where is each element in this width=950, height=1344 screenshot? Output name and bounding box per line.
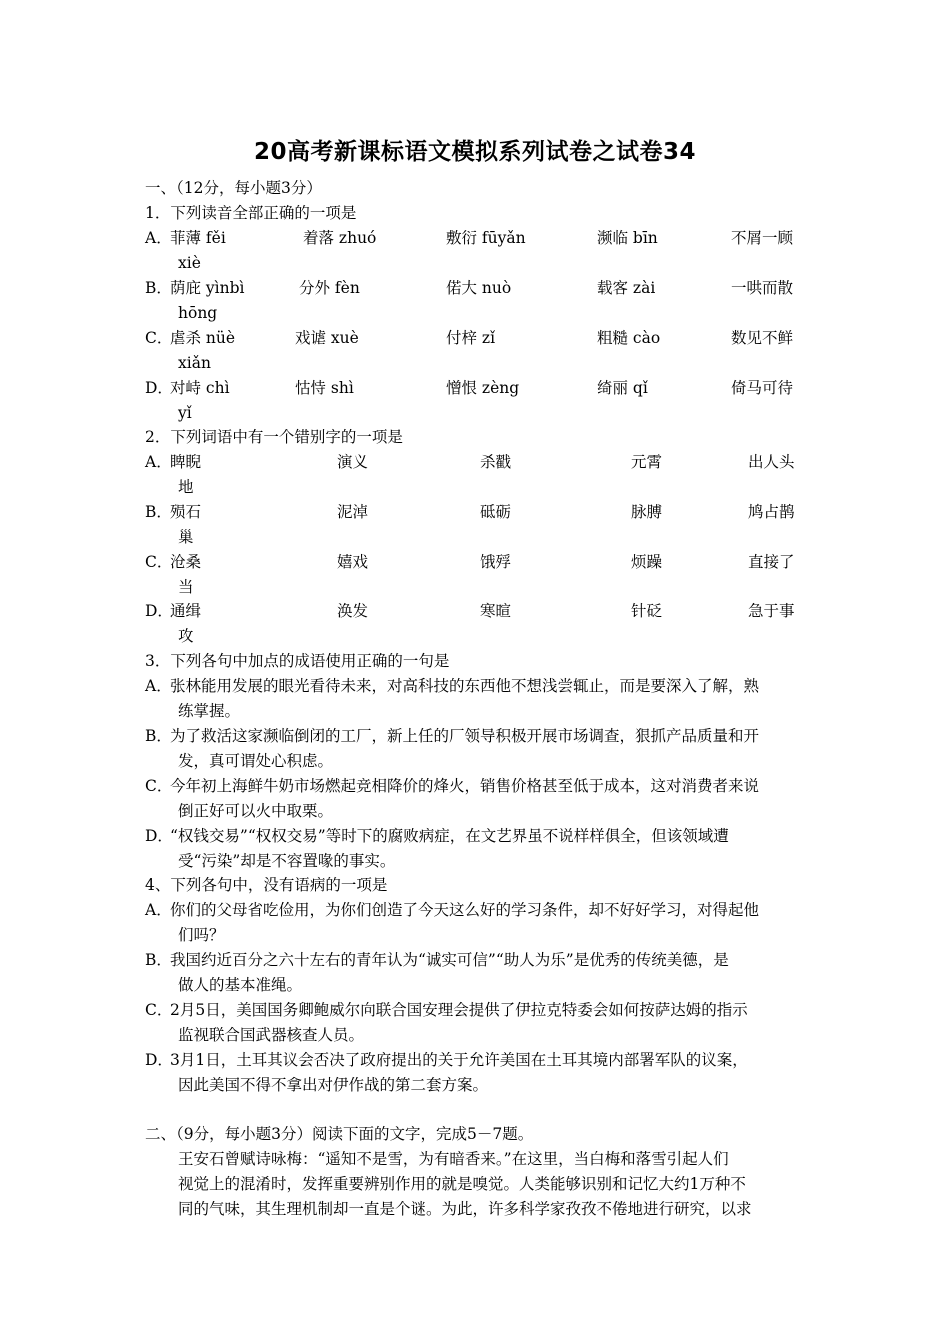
option-text: 3月1日，土耳其议会否决了政府提出的关于允许美国在土耳其境内部署军队的议案， [170, 1051, 748, 1069]
passage-line: 王安石曾赋诗咏梅：“遥知不是雪，为有暗香来。”在这里，当白梅和落雪引起人们 [178, 1150, 729, 1168]
option-item: 出人头 [748, 453, 795, 471]
option-letter: A． [145, 453, 172, 471]
option-letter: A． [145, 229, 172, 247]
option-letter: D． [145, 827, 173, 845]
option-text: 张林能用发展的眼光看待未来，对高科技的东西他不想浅尝辄止，而是要深入了解，熟 [170, 677, 760, 695]
option-letter: C． [145, 1001, 173, 1019]
option-item: 砥砺 [480, 503, 512, 521]
document-title: 20高考新课标语文模拟系列试卷之试卷34 [253, 139, 696, 165]
option-text-continued: 倒正好可以火中取栗。 [178, 802, 334, 820]
option-item: 饿殍 [480, 553, 512, 571]
question-1-stem: 1．下列读音全部正确的一项是 [145, 204, 357, 222]
option-item: 敷衍 fūyǎn [446, 229, 526, 247]
option-text-continued: 受“污染”却是不容置喙的事实。 [178, 852, 396, 870]
option-item: 付梓 zǐ [446, 329, 496, 347]
option-item: 烦躁 [631, 553, 663, 571]
option-letter: C． [145, 553, 173, 571]
option-text: 你们的父母省吃俭用，为你们创造了今天这么好的学习条件，却不好好学习，对得起他 [170, 901, 760, 919]
option-item: 针砭 [631, 602, 663, 620]
section-1-heading: 一、（12分，每小题3分） [145, 179, 322, 197]
option-item: 杀戳 [480, 453, 512, 471]
option-item: 殒石 [170, 503, 202, 521]
option-item: 濒临 bīn [597, 229, 658, 247]
option-letter: B． [145, 727, 172, 745]
option-item: 演义 [337, 453, 369, 471]
option-letter: D． [145, 602, 173, 620]
option-letter: A． [145, 901, 172, 919]
option-item: 着落 zhuó [303, 229, 377, 247]
option-item: 直接了 [748, 553, 795, 571]
option-item: 载客 zài [597, 279, 656, 297]
option-letter: B． [145, 951, 172, 969]
option-wrap: xiè [178, 254, 201, 272]
option-item: 脉膊 [631, 503, 663, 521]
option-item: 一哄而散 [731, 279, 794, 297]
option-item: 对峙 chì [170, 379, 230, 397]
option-letter: D． [145, 1051, 173, 1069]
option-item: 数见不鲜 [731, 329, 794, 347]
option-wrap: 当 [178, 578, 194, 596]
option-item: 嬉戏 [337, 553, 369, 571]
option-text-continued: 练掌握。 [178, 702, 241, 720]
option-item: 憎恨 zèng [446, 379, 520, 397]
option-wrap: 攻 [178, 627, 194, 645]
question-4-stem: 4、下列各句中，没有语病的一项是 [145, 876, 388, 894]
option-item: 分外 fèn [299, 279, 360, 297]
option-text-continued: 监视联合国武器核查人员。 [178, 1026, 365, 1044]
option-item: 偌大 nuò [446, 279, 512, 297]
option-item: 涣发 [337, 602, 369, 620]
option-text-continued: 做人的基本准绳。 [178, 976, 303, 994]
option-text: 今年初上海鲜牛奶市场燃起竞相降价的烽火，销售价格甚至低于成本，这对消费者来说 [170, 777, 760, 795]
option-wrap: 地 [178, 478, 194, 496]
option-wrap: hōng [178, 304, 218, 322]
option-text-continued: 因此美国不得不拿出对伊作战的第二套方案。 [178, 1076, 489, 1094]
option-letter: B． [145, 279, 172, 297]
option-text: “权钱交易”“权权交易”等时下的腐败病症，在文艺界虽不说样样俱全，但该领域遭 [170, 827, 729, 845]
option-letter: B． [145, 503, 172, 521]
option-letter: A． [145, 677, 172, 695]
option-item: 绮丽 qǐ [597, 379, 648, 397]
question-3-stem: 3．下列各句中加点的成语使用正确的一句是 [145, 652, 450, 670]
option-item: 粗糙 cào [597, 329, 661, 347]
question-2-stem: 2．下列词语中有一个错别字的一项是 [145, 428, 403, 446]
option-text-continued: 们吗？ [178, 926, 225, 944]
option-item: 沧桑 [170, 553, 202, 571]
option-item: 倚马可待 [731, 379, 794, 397]
option-wrap: xiǎn [178, 354, 211, 372]
option-item: 怙恃 shì [295, 379, 354, 397]
option-item: 鸠占鹊 [748, 503, 795, 521]
option-item: 菲薄 fěi [170, 229, 226, 247]
option-item: 元霄 [631, 453, 663, 471]
option-text-continued: 发，真可谓处心积虑。 [178, 752, 334, 770]
option-text: 我国约近百分之六十左右的青年认为“诚实可信”“助人为乐”是优秀的传统美德，是 [170, 951, 729, 969]
option-letter: C． [145, 777, 173, 795]
passage-line: 视觉上的混淆时，发挥重要辨别作用的就是嗅觉。人类能够识别和记忆大约1万种不 [178, 1175, 746, 1193]
option-item: 戏谑 xuè [295, 329, 359, 347]
option-item: 急于事 [748, 602, 795, 620]
option-text: 2月5日，美国国务卿鲍威尔向联合国安理会提供了伊拉克特委会如何按萨达姆的指示 [170, 1001, 748, 1019]
option-letter: D． [145, 379, 173, 397]
option-item: 不屑一顾 [731, 229, 794, 247]
option-letter: C． [145, 329, 173, 347]
option-item: 睥睨 [170, 453, 202, 471]
passage-line: 同的气味，其生理机制却一直是个谜。为此，许多科学家孜孜不倦地进行研究，以求 [178, 1200, 752, 1218]
option-item: 虐杀 nüè [170, 329, 236, 347]
option-item: 荫庇 yìnbì [170, 279, 245, 297]
option-item: 寒暄 [480, 602, 512, 620]
option-wrap: yǐ [178, 404, 192, 422]
option-text: 为了救活这家濒临倒闭的工厂，新上任的厂领导积极开展市场调查，狠抓产品质量和开 [170, 727, 760, 745]
option-item: 通缉 [170, 602, 202, 620]
option-item: 泥淖 [337, 503, 369, 521]
option-wrap: 巢 [178, 528, 194, 546]
section-2-heading: 二、（9分，每小题3分）阅读下面的文字，完成5－7题。 [145, 1125, 534, 1143]
